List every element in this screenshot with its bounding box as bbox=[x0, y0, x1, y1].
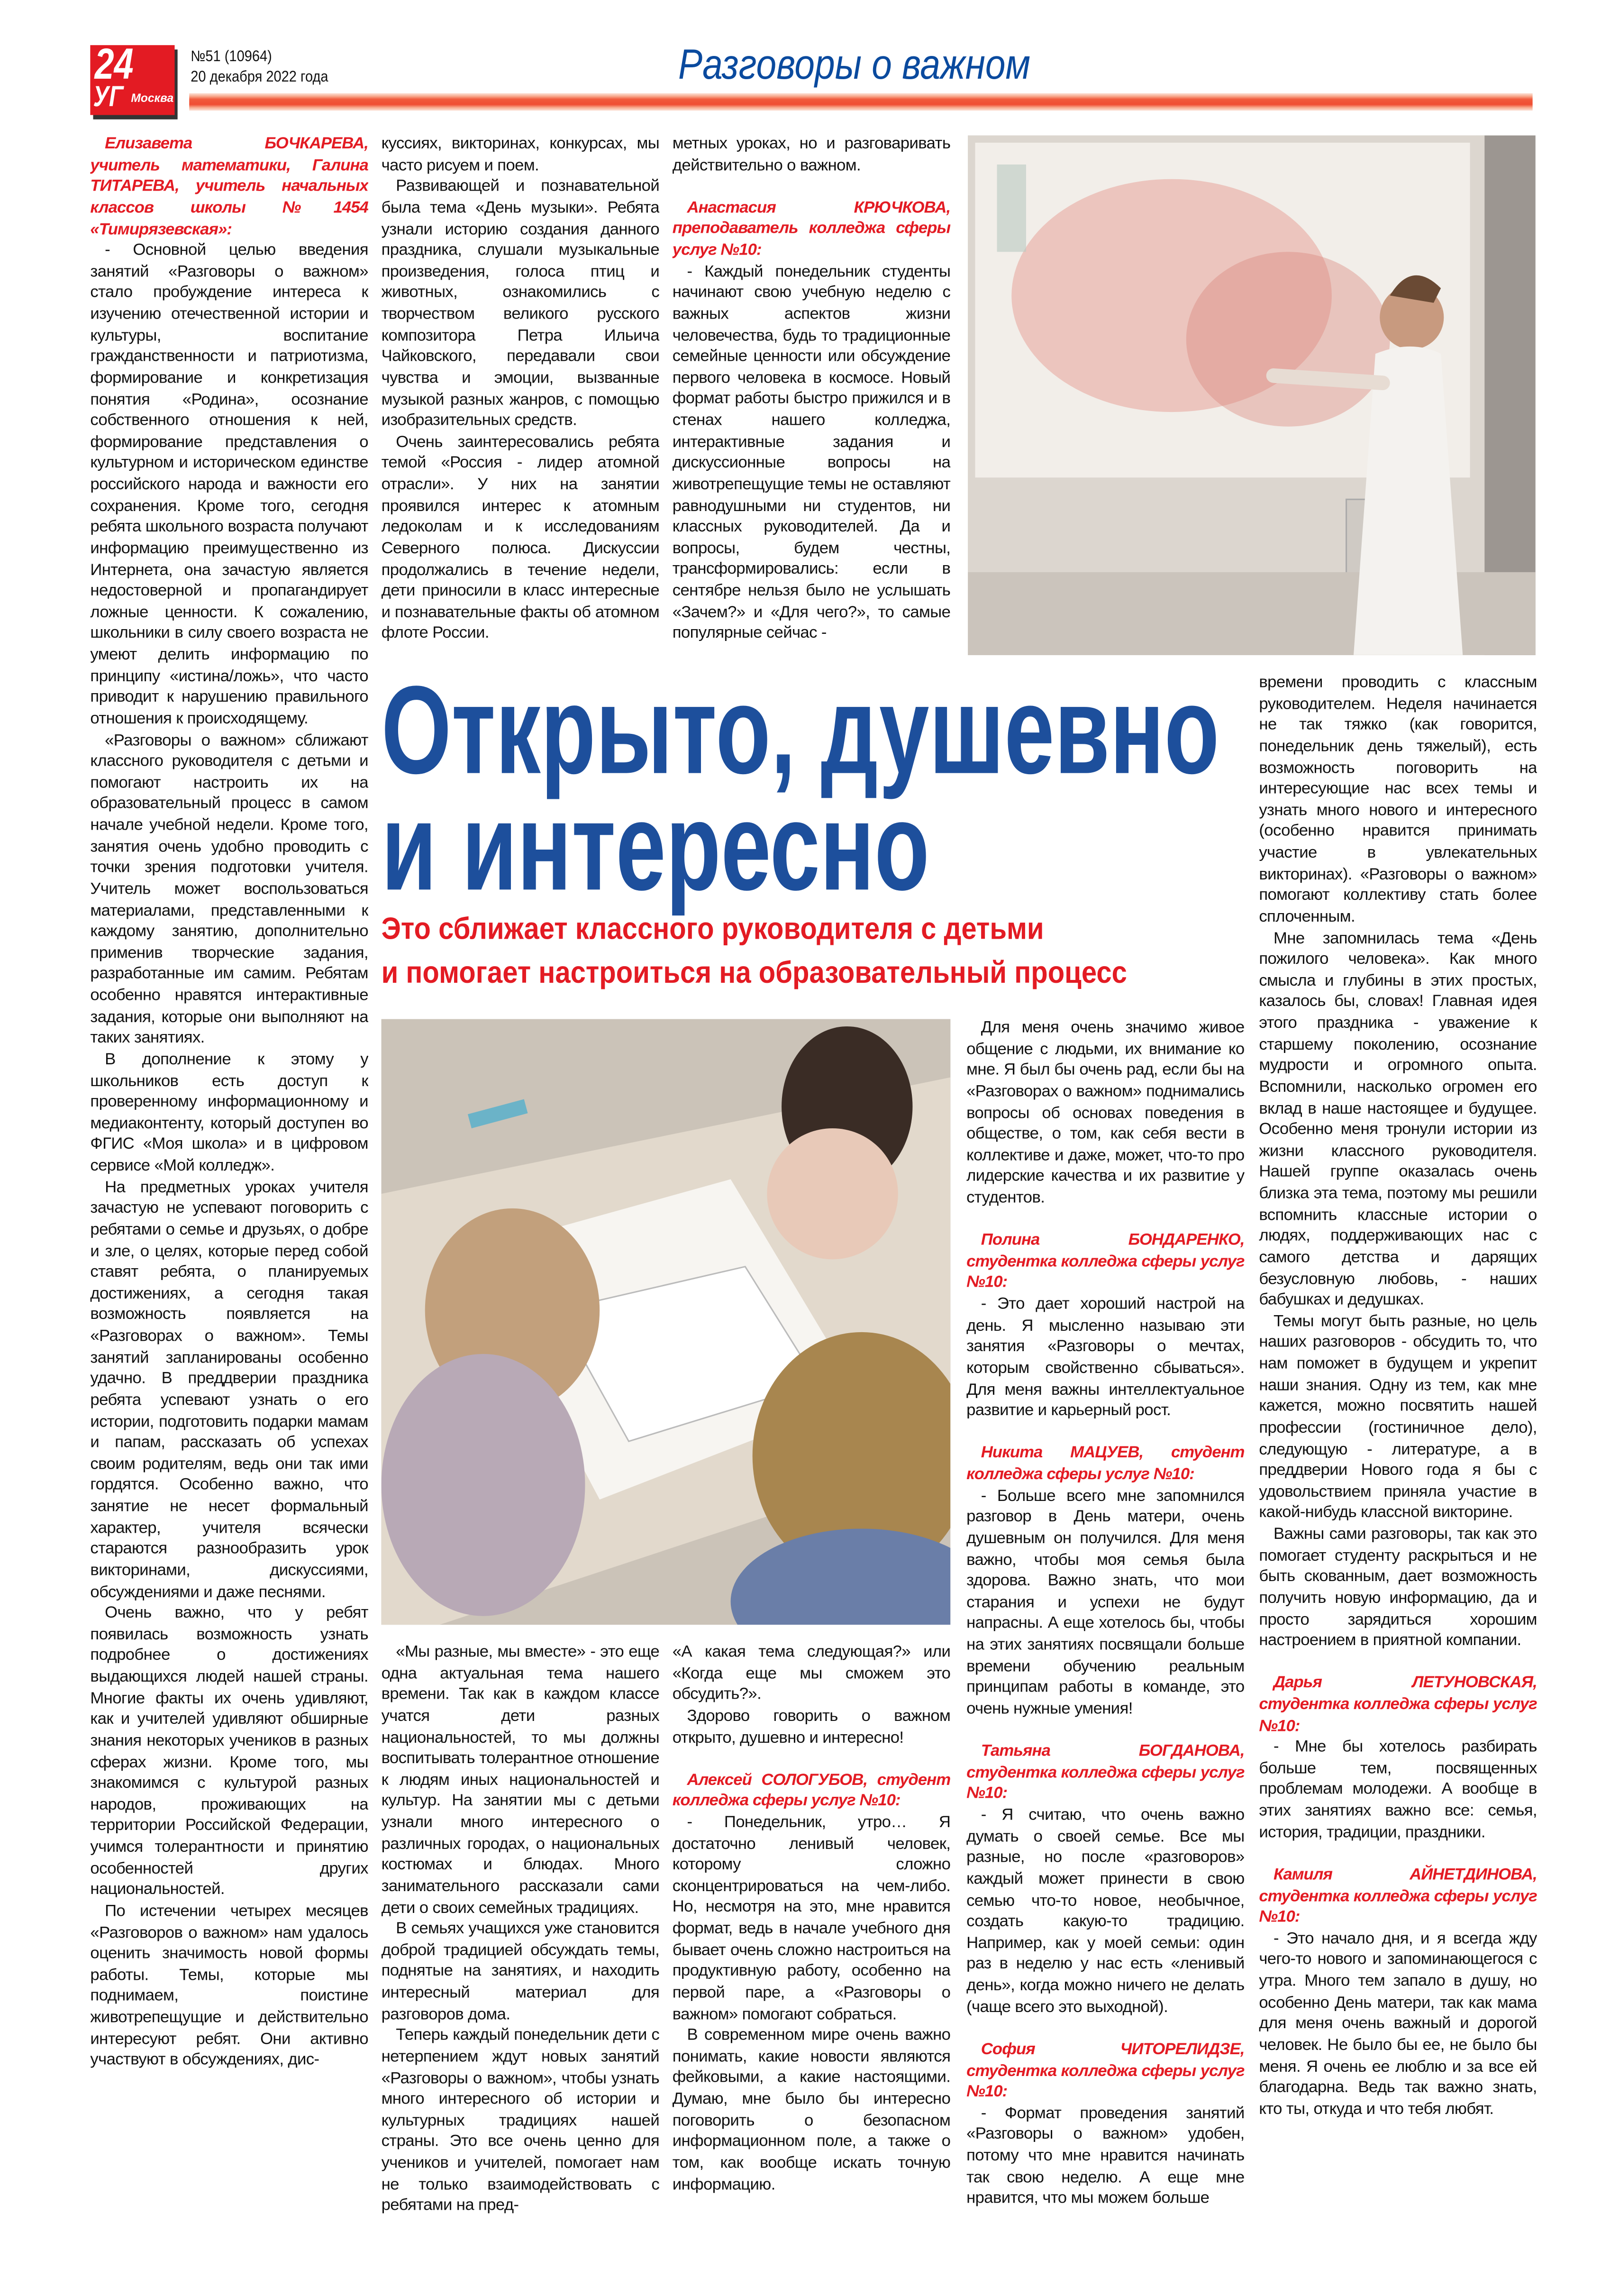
issue-date: 20 декабря 2022 года bbox=[191, 68, 328, 86]
paragraph: На предметных уроках учителя зачастую не успевают поговорить с ребятами о семье и друзьях, о добре и зле, о целях, которые перед собой ставят ребята, о планируемых достижениях, а сегодня такая возможность появляется на «Разговорах о важном». Темы занятий запланированы особенно удачно. В преддверии праздника ребята успевают узнать о его истории, подготовить подарки мамам и папам, рассказать об успехах своим родителям, ведь они так ими гордятся. Особенно важно, что занятие не несет формальный характер, учителя всячески стараются разнообразить урок викторинами, дискуссиями, обсуждениями и даже песнями. bbox=[90, 1179, 368, 1601]
logo-number: 24 bbox=[94, 45, 134, 89]
column-2-bottom bbox=[382, 1642, 660, 2232]
paragraph: - Больше всего мне запомнился разговор в День матери, очень душевным он получился. Для меня важно, чтобы моя семья была здорова. Важно знать, что мои старания и успехи не будут напрасны. А еще хотелось бы, чтобы на этих занятиях посвящали больше времени обучению реальным принципам работы в команде, это очень нужные умения! bbox=[966, 1487, 1245, 1718]
paragraph: - Это дает хороший настрой на день. Я мысленно называю эти занятия «Разговоры о мечтах, которым свойственно сбываться». Для меня важны интеллектуальное развитие и карьерный рост. bbox=[966, 1296, 1245, 1420]
paragraph: По истечении четырех месяцев «Разговоров о важном» нам удалось оценить значимость новой формы работы. Темы, которые мы поднимаем, поистине животрепещущие и действительно интересуют ребят. Они активно участвуют в обсуждениях, дис- bbox=[90, 1903, 368, 2069]
headline bbox=[381, 661, 1219, 917]
byline: Татьяна БОГДАНОВА, студентка колледжа сферы услуг №10: bbox=[966, 1743, 1245, 1803]
column-1 bbox=[90, 134, 368, 2231]
paragraph: - Каждый понедельник студенты начинают свою учебную неделю с важных аспектов жизни человечества, будь то традиционные семейные ценности или обсуждение первого человека в космосе. Новый формат работы быстро прижился и в стенах нашего колледжа, интерактивные задания и дискуссионные вопросы на животрепещущие темы не оставляют равнодушными ни студентов, ни классных руководителей. Да и вопросы, будем честны, трансформировались: если в сентябре нельзя было не услышать «Зачем?» и «Для чего?», то самые популярные сейчас - bbox=[672, 263, 951, 643]
paragraph: В современном мире очень важно понимать, какие новости являются фейковыми, а какие настоящими. Думаю, мне было бы интересно поговорить о безопасном информационном поле, а также о том, как вообще искать точную информацию. bbox=[672, 2027, 951, 2194]
section-title: Разговоры о важном bbox=[678, 42, 1030, 89]
paragraph: «Мы разные, мы вместе» - это еще одна актуальная тема нашего времени. Так как в каждом классе учатся дети разных национальностей, то мы должны воспитывать толерантное отношение к людям иных национальностей и культур. На занятии мы с детьми узнали много интересного о различных городах, о национальных костюмах и блюдах. Много занимательного рассказали сами дети о своих семейных традициях. bbox=[381, 1644, 660, 1917]
paragraph: Теперь каждый понедельник дети с нетерпением ждут новых занятий «Разговоры о важном», чтобы узнать много интересного об истории и культурных традициях нашей страны. Это все очень ценно для учеников и учителей, помогает нам не только взаимодействовать с ребятами на пред- bbox=[381, 2027, 660, 2215]
paragraph: «А какая тема следующая?» или «Когда еще мы сможем это обсудить?». bbox=[672, 1644, 951, 1704]
spacer bbox=[966, 1422, 1245, 1444]
byline: Дарья ЛЕТУНОВСКАЯ, студентка колледжа сферы услуг №10: bbox=[1259, 1674, 1537, 1735]
spacer bbox=[966, 1720, 1245, 1741]
byline: Полина БОНДАРЕНКО, студентка колледжа сферы услуг №10: bbox=[966, 1232, 1245, 1292]
paragraph: - Мне бы хотелось разбирать больше тем, посвященных проблемам молодежи. А вообще в этих занятиях важно все: семья, история, традиции, праздники. bbox=[1259, 1738, 1537, 1841]
spacer bbox=[1259, 1844, 1537, 1865]
paragraph: - Формат проведения занятий «Разговоры о важном» удобен, потому что мне нравится начинать так свою неделю. А еще мне нравится, что мы можем больше bbox=[966, 2104, 1245, 2208]
newspaper-logo bbox=[90, 45, 174, 115]
paragraph: В семьях учащихся уже становится доброй традицией обсуждать темы, поднятые на занятиях, и находить интересный материал для разговоров дома. bbox=[381, 1920, 660, 2023]
spacer bbox=[673, 1749, 951, 1770]
spacer bbox=[966, 2018, 1245, 2040]
column-3-bottom bbox=[673, 1642, 951, 2232]
subtitle bbox=[382, 908, 1127, 996]
paragraph: - Основной целью введения занятий «Разговоры о важном» стало пробуждение интереса к изучению отечественной истории и культуры, воспитание гражданственности и патриотизма, формирование и конкретизация понятия «Родина», осознание собственного отношения к ней, формирование представления о культурном и историческом единстве российского народа и важности его сохранения. Кроме того, сегодня ребята школьного возраста получают информацию преимущественно из Интернета, она зачастую является недостоверной и пропагандирует ложные ценности. К сожалению, школьники в силу своего возраста не умеют делить информацию по принципу «истина/ложь», что часто приводит к нарушению правильного отношения к происходящему. bbox=[90, 242, 368, 728]
paragraph: Для меня очень значимо живое общение с людьми, их внимание ко мне. Я был бы очень рад, если бы на «Разговорах о важном» поднимались вопросы об основах поведения в обществе, о том, как себя вести в коллективе и даже, может, что-то про лидерские качества и их развитие у студентов. bbox=[966, 1019, 1245, 1207]
byline: Никита МАЦУЕВ, студент колледжа сферы услуг №10: bbox=[966, 1445, 1245, 1484]
logo-letters: УГ bbox=[93, 81, 123, 114]
headline-line-2: и интересно bbox=[381, 777, 930, 917]
paragraph: - Я считаю, что очень важно думать о своей семье. Все мы разные, но после «разговоров» каждый может принести в свою семью что-то новое, необычное, создать какую-то традицию. Например, как у моей семьи: один раз в неделю у нас есть «ленивый день», когда можно ничего не делать (чаще всего это выходной). bbox=[966, 1807, 1245, 2016]
paragraph: «Разговоры о важном» сближают классного руководителя с детьми и помогают настроить их на образовательный процесс в самом начале учебной недели. Кроме того, занятия очень удобно проводить с точки зрения подготовки учителя. Учитель может воспользоваться материалами, представленными к каждому занятию, дополнительно применив творческие задания, разработанные им самим. Ребятам особенно нравятся интерактивные задания, которые они выполняют на таких занятиях. bbox=[90, 732, 368, 1047]
photo-children-drawing bbox=[382, 1019, 951, 1625]
paragraph: времени проводить с классным руководителем. Неделя начинается не так тяжко (как говорится, понедельник день тяжелый), есть возможность поговорить на интересующие нас всех темы и узнать много нового и интересного (особенно нравится принимать участие в увлекательных викторинах). «Разговоры о важном» помогают коллективу стать более сплоченным. bbox=[1259, 674, 1537, 926]
byline: Камиля АЙНЕТДИНОВА, студентка колледжа сферы услуг №10: bbox=[1259, 1866, 1537, 1927]
subtitle-line-2: и помогает настроиться на образовательный процесс bbox=[381, 956, 1127, 990]
logo-city: Москва bbox=[131, 91, 174, 105]
spacer bbox=[966, 1209, 1245, 1231]
byline: София ЧИТОРЕЛИДЗЕ, студентка колледжа сферы услуг №10: bbox=[966, 2041, 1245, 2101]
byline: Алексей СОЛОГУБОВ, студент колледжа сферы услуг №10: bbox=[672, 1771, 951, 1811]
paragraph: В дополнение к этому у школьников есть доступ к проверенному информационному и медиаконтенту, который доступен во ФГИС «Моя школа» и в цифровом сервисе «Мой колледж». bbox=[90, 1051, 368, 1175]
issue-number: №51 (10964) bbox=[191, 48, 272, 66]
column-4 bbox=[966, 1018, 1245, 2232]
paragraph: Развивающей и познавательной была тема «День музыки». Ребята узнали историю создания данного праздника, слушали музыкальные произведения, голоса птиц и животных, ознакомились с творчеством великого русского композитора Петра Ильича Чайковского, передавали свои чувства и эмоции, вызванные музыкой разных жанров, с помощью изобразительных средств. bbox=[381, 178, 660, 430]
header-band bbox=[189, 93, 1532, 111]
paragraph: Здорово говорить о важном открыто, душевно и интересно! bbox=[672, 1707, 951, 1747]
column-3-top bbox=[673, 134, 951, 659]
subtitle-line-1: Это сближает классного руководителя с детьми bbox=[381, 913, 1044, 947]
spacer bbox=[673, 176, 951, 198]
headline-line-1: Открыто, душевно bbox=[381, 661, 1219, 801]
paragraph: - Это начало дня, и я всегда жду чего-то нового и запоминающегося с утра. Много тем запало в душу, но особенно День матери, так как мама для меня очень важный и дорогой человек. Не было бы ее, не было бы меня. Я очень ее люблю и за все ей благодарна. Ведь так важно знать, кто ты, откуда и что тебя любят. bbox=[1259, 1930, 1537, 2118]
paragraph: метных уроках, но и разговаривать действительно о важном. bbox=[672, 135, 951, 174]
paragraph: - Понедельник, утро… Я достаточно ленивый человек, которому сложно сконцентрироваться на чем-либо. Но, несмотря на это, мне нравится формат, ведь в начале учебного дня бывает очень сложно настроиться на продуктивную работу, особенно на первой паре, а «Разговоры о важном» помогают собраться. bbox=[672, 1814, 951, 2023]
paragraph: Очень заинтересовались ребята темой «Россия - лидер атомной отрасли». У них на занятии проявился интерес к атомным ледоколам и к исследованиям Северного полюса. Дискуссии продолжались в течение недели, дети приносили в класс интересные и познавательные факты об атомном флоте России. bbox=[381, 433, 660, 643]
column-2-top bbox=[382, 134, 660, 659]
byline: Елизавета БОЧКАРЕВА, учитель математики, Галина ТИТАРЕВА, учитель начальных классов школы №1454 «Тимирязевская»: bbox=[90, 135, 368, 238]
photo-boy-at-whiteboard bbox=[968, 136, 1536, 655]
paragraph: Очень важно, что у ребят появилась возможность узнать подробнее о достижениях выдающихся людей нашей страны. Многие факты их очень удивляют, как и учителей удивляют обширные знания некоторых учеников в разных сферах жизни. Кроме того, мы знакомимся с культурой разных народов, проживающих на территории Российской Федерации, учимся толерантности и принятию особенностей других национальностей. bbox=[90, 1604, 368, 1899]
paragraph: куссиях, викторинах, конкурсах, мы часто рисуем и поем. bbox=[381, 135, 660, 174]
column-5 bbox=[1259, 673, 1537, 2232]
byline: Анастасия КРЮЧКОВА, преподаватель колледжа сферы услуг №10: bbox=[672, 199, 951, 259]
spacer bbox=[1259, 1652, 1537, 1674]
paragraph: Темы могут быть разные, но цель наших разговоров - обсудить то, что нам поможет в будущем и укрепит наши знания. Одну из тем, как мне кажется, можно посвятить нашей профессии (гостиничное дело), следующую - литературе, а в преддверии Нового года я бы с удовольствием приняла участие в какой-нибудь классной викторине. bbox=[1259, 1313, 1537, 1522]
paragraph: Важны сами разговоры, так как это помогает студенту раскрыться и не быть скованным, дает возможность получить новую информацию, да и просто зарядиться хорошим настроением в приятной компании. bbox=[1259, 1526, 1537, 1650]
paragraph: Мне запомнилась тема «День пожилого человека». Как много смысла и глубины в этих простых, казалось бы, словах! Главная идея этого праздника - уважение к старшему поколению, осознание мудрости и огромного опыта. Вспомнили, насколько огромен его вклад в наше настоящее и будущее. Особенно меня тронули истории из жизни классного руководителя. Нашей группе оказалась очень близка эта тема, поэтому мы решили вспомнить классные истории о людях, поддерживающих нас с самого детства и дарящих безусловную любовь, - наших бабушках и дедушках. bbox=[1259, 929, 1537, 1309]
